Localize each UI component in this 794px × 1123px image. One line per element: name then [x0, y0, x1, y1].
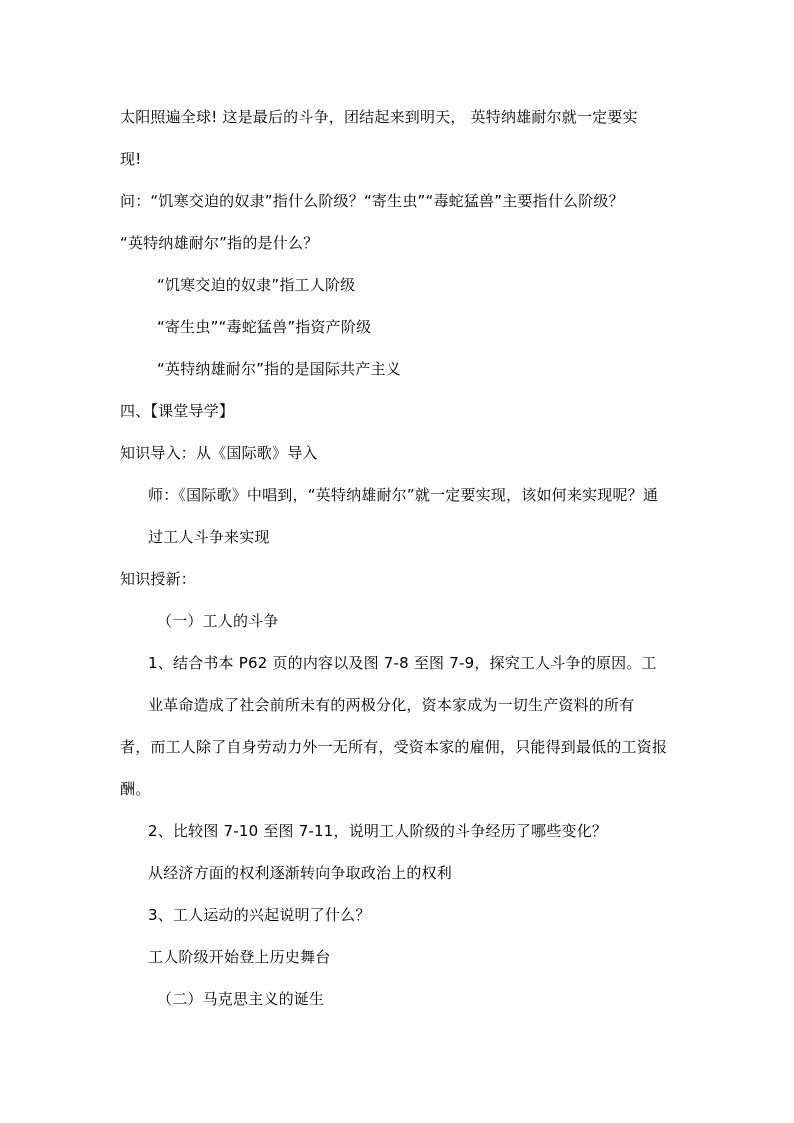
answer-line-1: “饥寒交迫的奴隶”指工人阶级 — [157, 276, 356, 294]
item-2-answer: 从经济方面的权利逐渐转向争取政治上的权利 — [148, 864, 453, 882]
item-1-line-3: 者，而工人除了自身劳动力外一无所有，受资本家的雇佣，只能得到最低的工资报 — [120, 738, 668, 756]
subsection-heading-1: （一）工人的斗争 — [157, 612, 279, 630]
text-line-1: 太阳照遍全球! 这是最后的斗争，团结起来到明天， 英特纳雄耐尔就一定要实 — [120, 108, 638, 126]
teacher-line-1: 师：《国际歌》中唱到，“英特纳雄耐尔”就一定要实现，该如何来实现呢？通 — [148, 486, 659, 504]
answer-line-3: “英特纳雄耐尔”指的是国际共产主义 — [157, 360, 401, 378]
subsection-heading-2: （二）马克思主义的诞生 — [157, 990, 325, 1008]
text-line-4: “英特纳雄耐尔”指的是什么？ — [120, 234, 319, 252]
item-2-question: 2、比较图 7-10 至图 7-11，说明工人阶级的斗争经历了哪些变化？ — [148, 822, 608, 840]
knowledge-intro: 知识导入：从《国际歌》导入 — [120, 444, 318, 462]
item-3-question: 3、工人运动的兴起说明了什么？ — [148, 906, 371, 924]
teacher-line-2: 过工人斗争来实现 — [148, 528, 270, 546]
text-line-3: 问：“饥寒交迫的奴隶”指什么阶级？“寄生虫”“毒蛇猛兽”主要指什么阶级？ — [120, 192, 624, 210]
section-heading-4: 四、【课堂导学】 — [120, 402, 235, 420]
item-1-line-2: 业革命造成了社会前所未有的两极分化，资本家成为一切生产资料的所有 — [148, 696, 635, 714]
answer-line-2: “寄生虫”“毒蛇猛兽”指资产阶级 — [157, 318, 372, 336]
knowledge-new: 知识授新： — [120, 570, 197, 588]
item-3-answer: 工人阶级开始登上历史舞台 — [148, 948, 331, 966]
item-1-line-4: 酬。 — [120, 780, 151, 798]
item-1-line-1: 1、结合书本 P62 页的内容以及图 7-8 至图 7-9，探究工人斗争的原因。工 — [148, 654, 657, 672]
text-line-2: 现! — [120, 150, 142, 168]
